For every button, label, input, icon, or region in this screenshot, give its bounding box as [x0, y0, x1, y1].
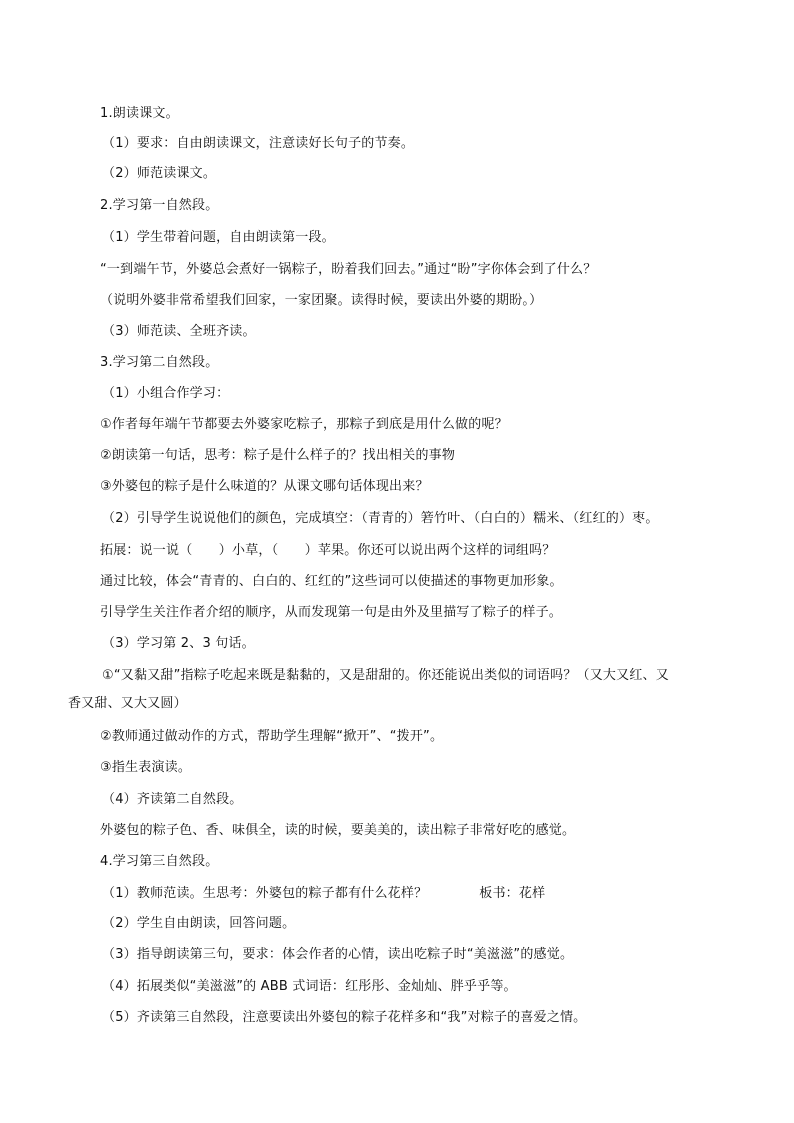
text-line: ③外婆包的粽子是什么味道的？从课文哪句话体现出来？ — [100, 479, 429, 494]
board-note: 板书：花样 — [479, 886, 546, 901]
section-heading-4: 4.学习第三自然段。 — [100, 854, 219, 869]
text-line-continued: 香又甜、又大又圆） — [68, 696, 187, 711]
text-line: （3）指导朗读第三句，要求：体会作者的心情，读出吃粽子时“美滋滋”的感觉。 — [102, 947, 574, 962]
text-line: （1）小组合作学习： — [102, 386, 230, 401]
text-line: （2）引导学生说说他们的颜色，完成填空：（青青的）箬竹叶、（白白的）糯米、（红红的）枣。 — [102, 511, 659, 526]
text-line-with-board — [102, 884, 722, 904]
text-line: （1）要求：自由朗读课文，注意读好长句子的节奏。 — [102, 136, 415, 151]
text-line: ①作者每年端午节都要去外婆家吃粽子，那粽子到底是用什么做的呢？ — [100, 417, 508, 432]
text-line: ②朗读第一句话，思考：粽子是什么样子的？找出相关的事物 — [100, 448, 456, 463]
text-line: “一到端午节，外婆总会煮好一锅粽子，盼着我们回去。”通过“盼”字你体会到了什么？ — [100, 262, 597, 277]
section-heading-3: 3.学习第二自然段。 — [100, 355, 219, 370]
text-line: 拓展：说一说（ ）小草，（ ）苹果。你还可以说出两个这样的词组吗？ — [100, 543, 556, 558]
text-line: ③指生表演读。 — [100, 760, 192, 775]
text-line: （2）师范读课文。 — [102, 166, 217, 181]
text-line: （3）师范读、全班齐读。 — [102, 324, 256, 339]
text-line: 外婆包的粽子色、香、味俱全，读的时候，要美美的，读出粽子非常好吃的感觉。 — [100, 823, 576, 838]
section-heading-1: 1.朗读课文。 — [100, 106, 179, 121]
text-line: 引导学生关注作者介绍的顺序，从而发现第一句是由外及里描写了粽子的样子。 — [100, 605, 563, 620]
text-line: ①“又黏又甜”指粽子吃起来既是黏黏的，又是甜甜的。你还能说出类似的词语吗？（又大又红、又 — [102, 668, 669, 683]
text-line: （说明外婆非常希望我们回家，一家团聚。读得时候，要读出外婆的期盼。） — [100, 293, 543, 308]
text-line-main: （1）教师范读。生思考：外婆包的粽子都有什么花样？ — [102, 886, 428, 901]
text-line: （4）齐读第二自然段。 — [102, 792, 243, 807]
text-line: （5）齐读第三自然段，注意要读出外婆包的粽子花样多和“我”对粽子的喜爱之情。 — [102, 1010, 587, 1025]
text-line: （4）拓展类似“美滋滋”的 ABB 式词语：红彤彤、金灿灿、胖乎乎等。 — [102, 979, 517, 994]
text-line: （3）学习第 2、3 句话。 — [102, 636, 255, 651]
text-line: （2）学生自由朗读，回答问题。 — [102, 916, 296, 931]
text-line: ②教师通过做动作的方式，帮助学生理解“掀开”、“拨开”。 — [100, 729, 444, 744]
section-heading-2: 2.学习第一自然段。 — [100, 198, 219, 213]
text-line: （1）学生带着问题，自由朗读第一段。 — [102, 230, 335, 245]
text-line: 通过比较，体会“青青的、白白的、红红的”这些词可以使描述的事物更加形象。 — [100, 574, 563, 589]
